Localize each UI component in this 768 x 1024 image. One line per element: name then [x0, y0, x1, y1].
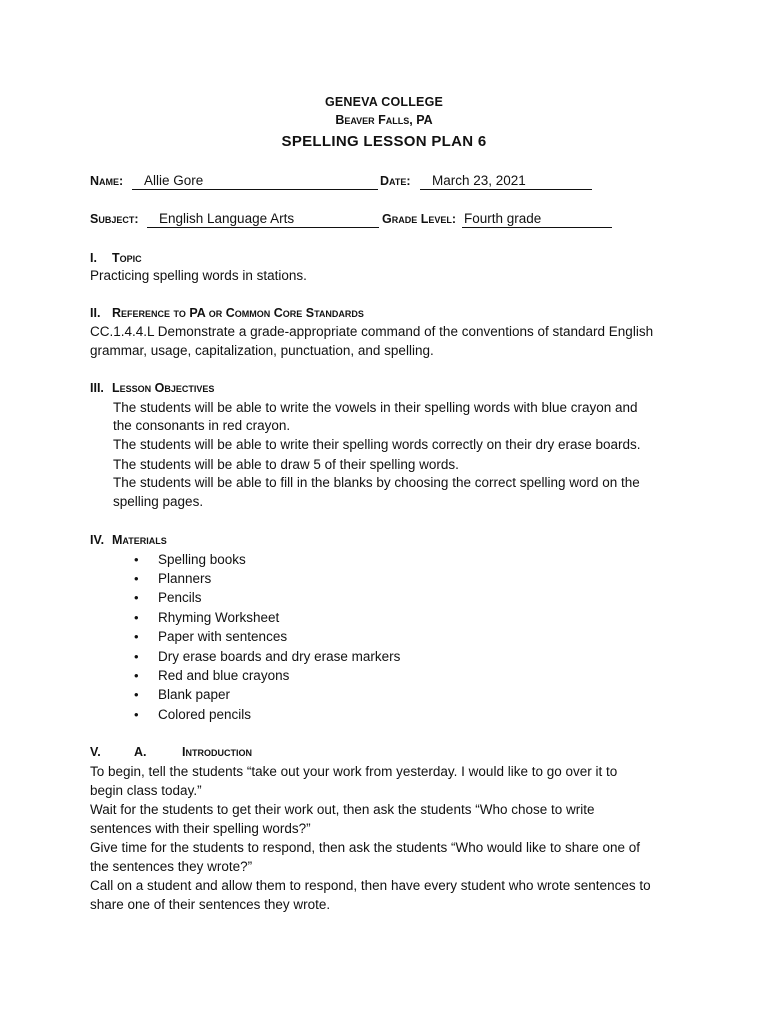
objective-line: The students will be able to draw 5 of their spelling words. [113, 457, 459, 472]
section-number: II. [90, 306, 101, 320]
procedure-line: Call on a student and allow them to respond, then have every student who wrote sentences to [90, 878, 651, 893]
procedure-line: the sentences they wrote?” [90, 859, 253, 874]
section-number: I. [90, 251, 97, 265]
procedure-line: begin class today.” [90, 783, 202, 798]
section-materials-heading [90, 530, 167, 550]
section-heading: Introduction [182, 745, 252, 759]
list-item-text: Dry erase boards and dry erase markers [158, 649, 401, 664]
list-item [134, 666, 290, 685]
subject-field: English Language Arts [147, 210, 379, 228]
list-item [134, 647, 401, 666]
objective-line: the consonants in red crayon. [113, 418, 291, 433]
list-item-text: Colored pencils [158, 707, 252, 722]
list-item [134, 550, 246, 569]
section-topic-heading [90, 248, 142, 268]
date-label: Date: [380, 174, 411, 188]
procedure-line: Give time for the students to respond, then ask the students “Who would like to share one of [90, 840, 641, 855]
bullet: • [134, 649, 139, 664]
bullet: • [134, 707, 139, 722]
section-number: III. [90, 381, 104, 395]
bullet: • [134, 590, 139, 605]
bullet: • [134, 629, 139, 644]
list-item [134, 588, 202, 607]
section-number: V. [90, 745, 101, 759]
list-item-text: Pencils [158, 590, 202, 605]
list-item [134, 569, 212, 588]
procedure-line: To begin, tell the students “take out your work from yesterday. I would like to go over it to [90, 764, 618, 779]
topic-text: Practicing spelling words in stations. [90, 268, 307, 283]
list-item-text: Rhyming Worksheet [158, 610, 280, 625]
section-heading: Reference to PA or Common Core Standards [112, 306, 364, 320]
list-item-text: Red and blue crayons [158, 668, 290, 683]
subject-label: Subject: [90, 212, 139, 226]
section-heading: Lesson Objectives [112, 381, 215, 395]
list-item [134, 685, 231, 704]
list-item-text: Blank paper [158, 687, 231, 702]
subsection-letter: A. [134, 745, 147, 759]
objective-line: The students will be able to fill in the blanks by choosing the correct spelling word on the [113, 475, 640, 490]
section-objectives-heading [90, 378, 214, 398]
college-city: Beaver Falls, PA [335, 113, 433, 127]
procedure-line: share one of their sentences they wrote. [90, 897, 331, 912]
bullet: • [134, 687, 139, 702]
name-label: Name: [90, 174, 124, 188]
list-item [134, 608, 280, 627]
list-item-text: Paper with sentences [158, 629, 288, 644]
objective-line: The students will be able to write the vowels in their spelling words with blue crayon and [113, 400, 638, 415]
college-name: GENEVA COLLEGE [324, 95, 444, 109]
page-title: SPELLING LESSON PLAN 6 [281, 133, 487, 150]
standards-line: CC.1.4.4.L Demonstrate a grade-appropriate command of the conventions of standard English [90, 324, 654, 339]
list-item [134, 705, 252, 724]
section-standards-heading [90, 303, 364, 323]
list-item [134, 627, 288, 646]
standards-line: grammar, usage, capitalization, punctuation, and spelling. [90, 343, 434, 358]
bullet: • [134, 571, 139, 586]
grade-level-field: Fourth grade [462, 210, 612, 228]
procedure-line: sentences with their spelling words?” [90, 821, 311, 836]
grade-level-label: Grade Level: [382, 212, 457, 226]
name-field: Allie Gore [132, 172, 378, 190]
list-item-text: Spelling books [158, 552, 246, 567]
date-field: March 23, 2021 [420, 172, 592, 190]
procedure-line: Wait for the students to get their work out, then ask the students “Who chose to write [90, 802, 595, 817]
bullet: • [134, 668, 139, 683]
section-heading: Topic [112, 251, 142, 265]
objective-line: spelling pages. [113, 494, 204, 509]
list-item-text: Planners [158, 571, 212, 586]
section-number: IV. [90, 533, 105, 547]
bullet: • [134, 610, 139, 625]
section-heading: Materials [112, 533, 167, 547]
objective-line: The students will be able to write their spelling words correctly on their dry erase boards. [113, 437, 641, 452]
bullet: • [134, 552, 139, 567]
